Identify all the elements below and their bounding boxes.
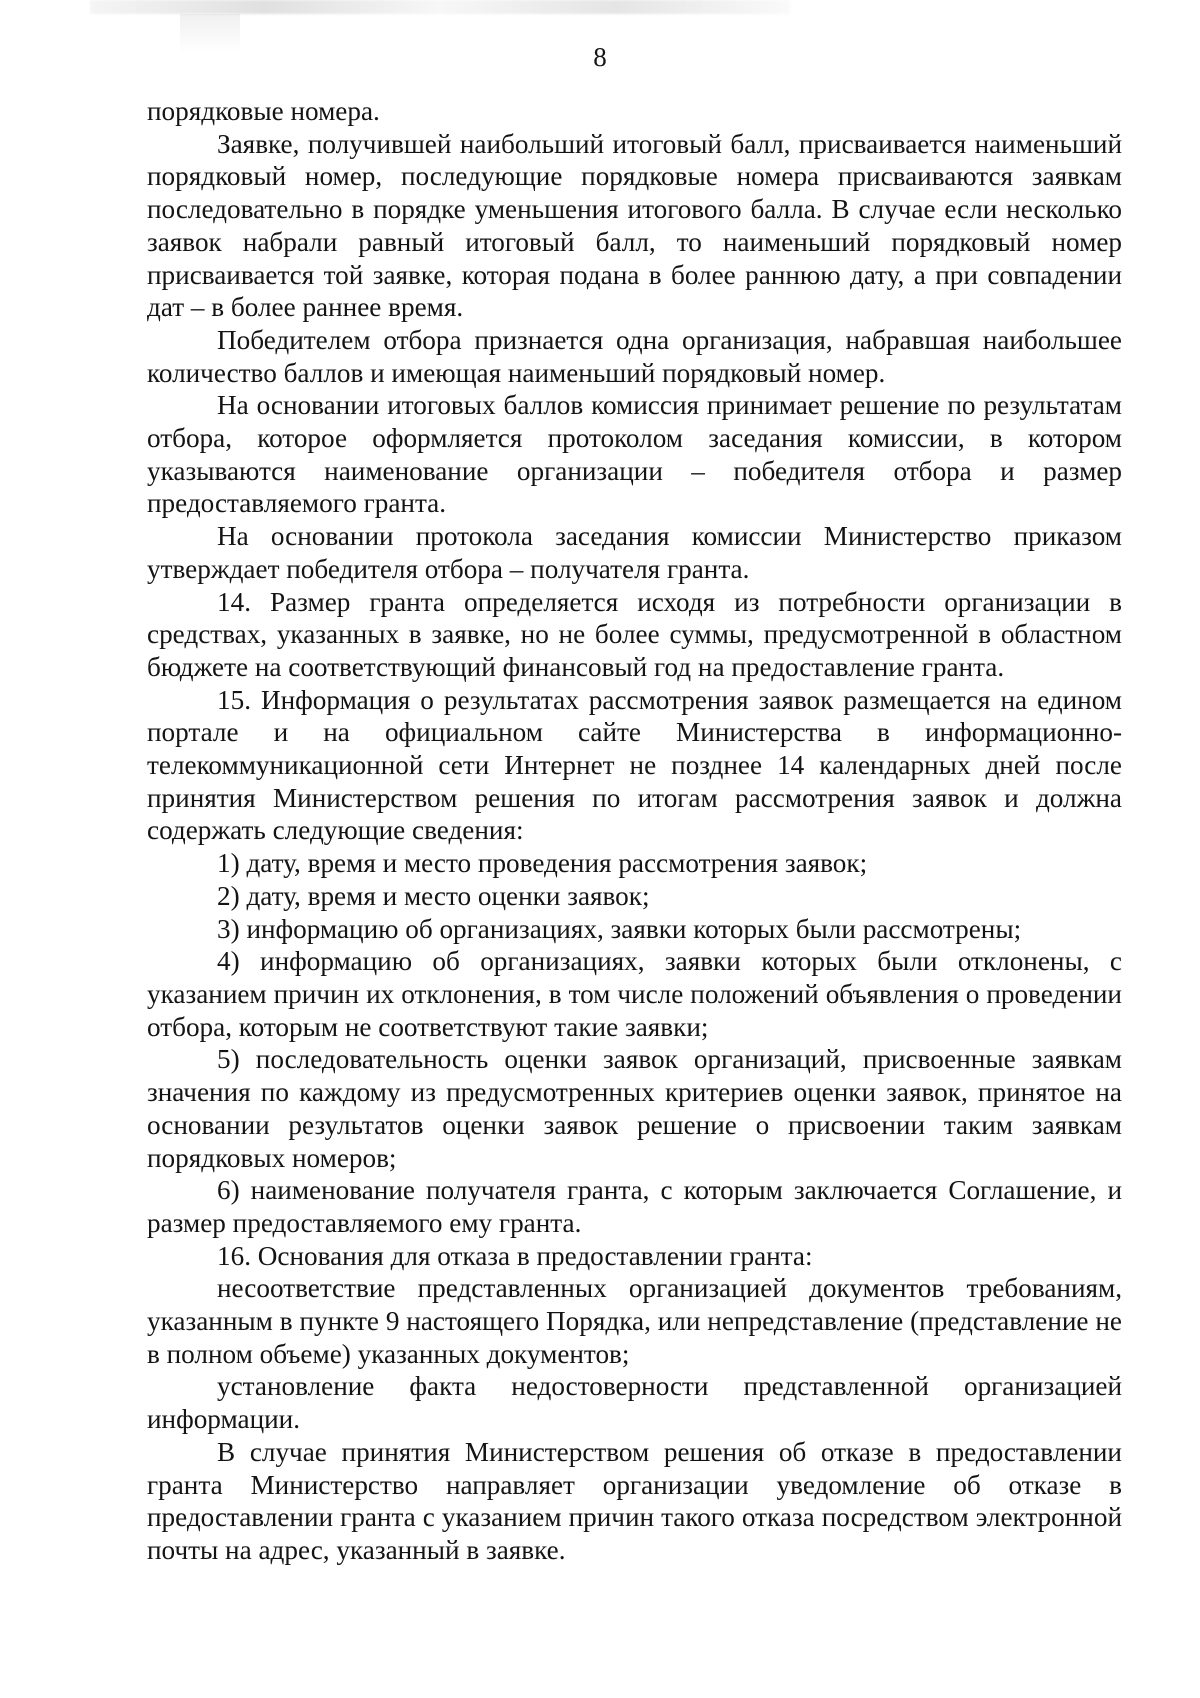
list-item: 6) наименование получателя гранта, с которым заключается Соглашение, и размер предоставляемого ему гранта. bbox=[147, 1175, 1122, 1238]
list-item: 3) информацию об организациях, заявки которых были рассмотрены; bbox=[217, 913, 1022, 944]
list-item: 5) последовательность оценки заявок организаций, присвоенные заявкам значения по каждому из предусмотренных критериев оценки заявок, принятое на основании результатов оценки заявок решение о присвоении таким заявкам порядковых номеров; bbox=[147, 1044, 1122, 1173]
paragraph: На основании итоговых баллов комиссия принимает решение по результатам отбора, которое оформляется протоколом заседания комиссии, в котором указываются наименование организации – победителя отбора и размер предоставляемого гранта. bbox=[147, 390, 1122, 519]
list-item: 4) информацию об организациях, заявки которых были отклонены, с указанием причин их отклонения, в том числе положений объявления о проведении отбора, которым не соответствуют такие заявки; bbox=[147, 946, 1122, 1042]
paragraph: несоответствие представленных организацией документов требованиям, указанным в пункте 9 настоящего Порядка, или непредставление (представление не в полном объеме) указанных документов; bbox=[147, 1273, 1122, 1369]
document-body bbox=[147, 95, 1122, 1567]
paragraph-clause-15: 15. Информация о результатах рассмотрения заявок размещается на едином портале и на официальном сайте Министерства в информационно-телекоммуникационной сети Интернет не позднее 14 календарных дней после принятия Министерством решения по итогам рассмотрения заявок и должна содержать следующие сведения: bbox=[147, 684, 1122, 846]
page-number: 8 bbox=[593, 42, 607, 72]
paragraph: порядковые номера. bbox=[147, 96, 380, 126]
list-item: 1) дату, время и место проведения рассмотрения заявок; bbox=[217, 848, 868, 879]
paragraph-clause-14: 14. Размер гранта определяется исходя из потребности организации в средствах, указанных в заявке, но не более суммы, предусмотренной в областном бюджете на соответствующий финансовый год на предоставление гранта. bbox=[147, 586, 1122, 682]
paragraph: установление факта недостоверности представленной организацией информации. bbox=[147, 1371, 1122, 1435]
paragraph: В случае принятия Министерством решения об отказе в предоставлении гранта Министерство направляет организации уведомление об отказе в предоставлении гранта с указанием причин такого отказа посредством электронной почты на адрес, указанный в заявке. bbox=[147, 1436, 1122, 1565]
paragraph: Победителем отбора признается одна организация, набравшая наибольшее количество баллов и имеющая наименьший порядковый номер. bbox=[147, 324, 1122, 388]
list-item: 2) дату, время и место оценки заявок; bbox=[217, 880, 650, 911]
paragraph: На основании протокола заседания комиссии Министерство приказом утверждает победителя отбора – получателя гранта. bbox=[147, 521, 1122, 584]
scan-artifact bbox=[90, 0, 790, 14]
paragraph-clause-16: 16. Основания для отказа в предоставлении гранта: bbox=[217, 1240, 813, 1271]
paragraph: Заявке, получившей наибольший итоговый балл, присваивается наименьший порядковый номер, последующие порядковые номера присваиваются заявкам последовательно в порядке уменьшения итогового балла. В случае если несколько заявок набрали равный итоговый балл, то наименьший порядковый номер присваивается той заявке, которая подана в более раннюю дату, а при совпадении дат – в более раннее время. bbox=[147, 128, 1122, 323]
